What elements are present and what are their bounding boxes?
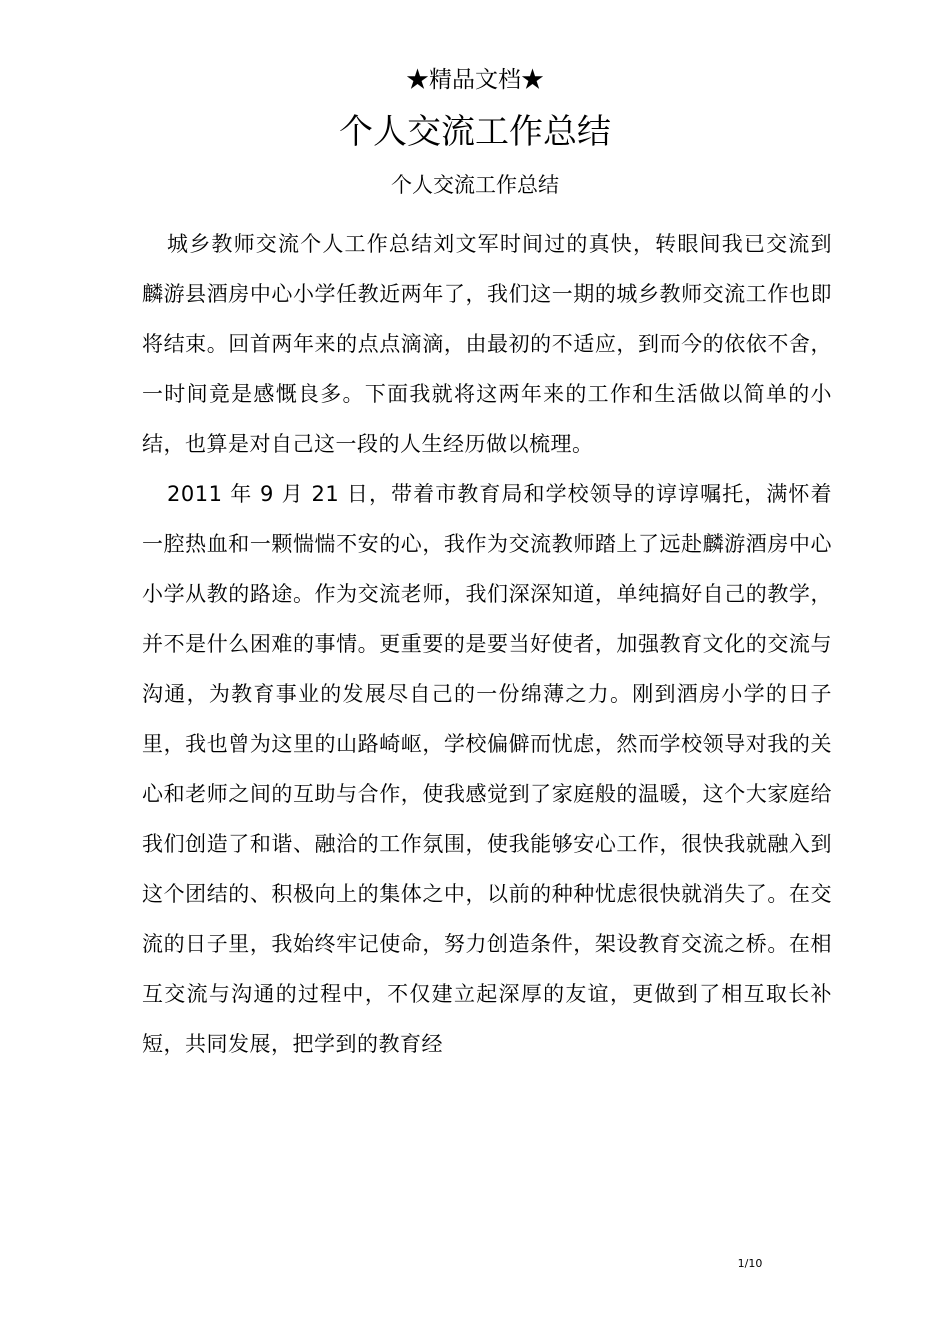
document-body xyxy=(142,219,832,1069)
body-paragraph: 城乡教师交流个人工作总结刘文军时间过的真快，转眼间我已交流到麟游县酒房中心小学任教近两年了，我们这一期的城乡教师交流工作也即将结束。回首两年来的点点滴滴，由最初的不适应，到而今的依依不舍，一时间竟是感慨良多。下面我就将这两年来的工作和生活做以简单的小结，也算是对自己这一段的人生经历做以梳理。 xyxy=(142,232,832,456)
document-banner: ★精品文档★ xyxy=(406,67,544,93)
body-paragraph: 2011 年 9 月 21 日，带着市教育局和学校领导的谆谆嘱托，满怀着一腔热血和一颗惴惴不安的心，我作为交流教师踏上了远赴麟游酒房中心小学从教的路途。作为交流老师，我们深深知道，单纯搞好自己的教学，并不是什么困难的事情。更重要的是要当好使者，加强教育文化的交流与沟通，为教育事业的发展尽自己的一份绵薄之力。刚到酒房小学的日子里，我也曾为这里的山路崎岖，学校偏僻而忧虑，然而学校领导对我的关心和老师之间的互助与合作，使我感觉到了家庭般的温暖，这个大家庭给我们创造了和谐、融洽的工作氛围，使我能够安心工作，很快我就融入到这个团结的、积极向上的集体之中，以前的种种忧虑很快就消失了。在交流的日子里，我始终牢记使命，努力创造条件，架设教育交流之桥。在相互交流与沟通的过程中，不仅建立起深厚的友谊，更做到了相互取长补短，共同发展，把学到的教育经 xyxy=(142,482,832,1056)
document-subtitle: 个人交流工作总结 xyxy=(391,173,559,197)
page-number: 1/10 xyxy=(737,1257,763,1270)
document-title: 个人交流工作总结 xyxy=(339,112,611,152)
